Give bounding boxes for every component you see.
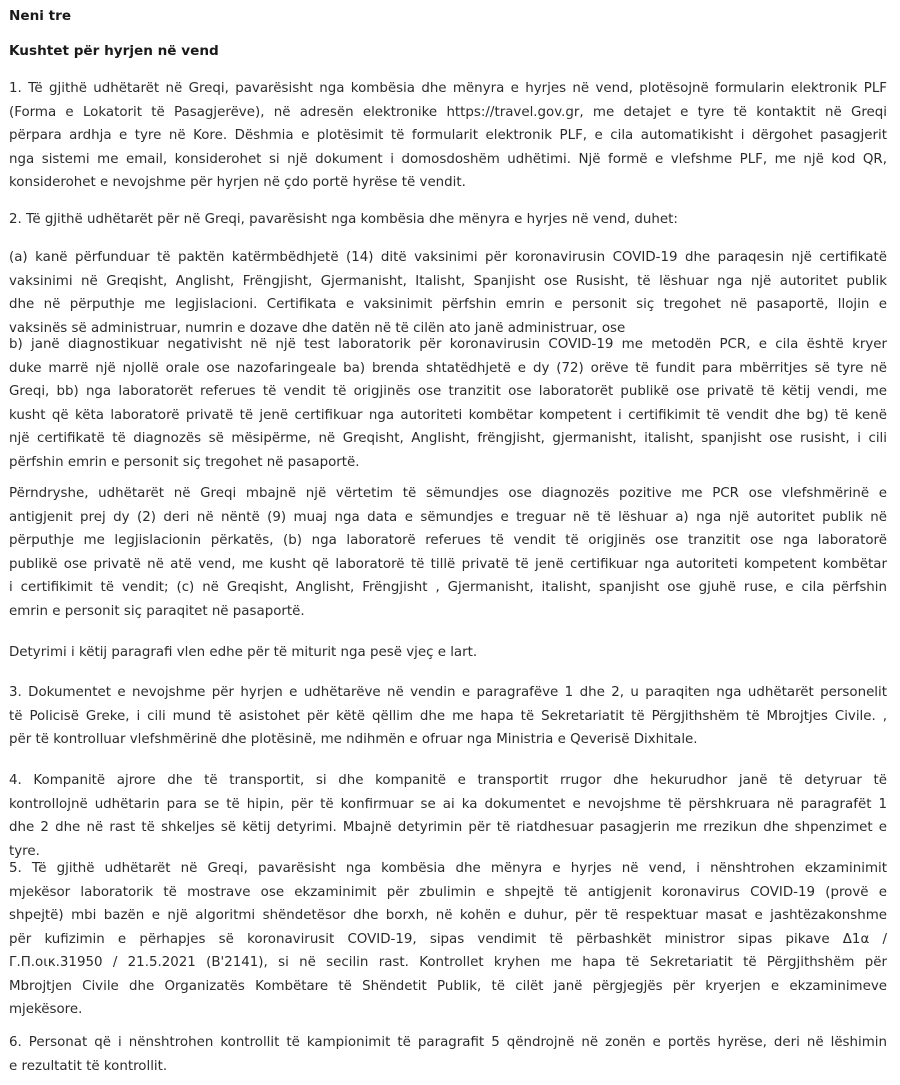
section-title bbox=[9, 40, 887, 64]
paragraph-line: Mbrojtjen Civile dhe Organizatës Kombëtare të Shëndetit Publik, të cilët janë përgjegjës për kryerjen e ekzaminimeve bbox=[9, 978, 887, 994]
paragraph-line: dhe 2 dhe në rast të shkeljes së këtij detyrimi. Mbajnë detyrimin për të riatdhesuar pasagjerin me rrezikun dhe shpenzimet e bbox=[9, 820, 887, 835]
paragraph-line: kusht që këta laboratorë privatë të jenë certifikuar nga autoriteti kombëtar kompetent i certifikimit të vendit dhe bg) të kenë bbox=[9, 407, 887, 423]
paragraph-line: vaksinës së administruar, numrin e dozave dhe datën në të cilën ato janë administruar, ose bbox=[9, 320, 626, 336]
paragraph-line: Γ.Π.οικ.31950 / 21.5.2021 (B'2141), si në secilin rast. Kontrollet kryhen me hapa të Sekretariatit të Përgjithshëm për bbox=[9, 955, 887, 970]
paragraph-line: Përndryshe, udhëtarët në Greqi mbajnë një vërtetim të sëmundjes ose diagnozës pozitive me PCR ose vlefshmërinë e bbox=[9, 486, 887, 501]
article-heading-text: Neni tre bbox=[9, 8, 72, 24]
paragraph-line: konsiderohet e nevojshme për hyrjen në çdo portë hyrëse të vendit. bbox=[9, 175, 466, 190]
paragraph-2b bbox=[9, 333, 887, 474]
paragraph-line: 3. Dokumentet e nevojshme për hyrjen e udhëtarëve në vendin e paragrafëve 1 dhe 2, u paraqiten nga udhëtarët personelit bbox=[9, 685, 887, 700]
paragraph-line: përpara ardhja e tyre në Kore. Dëshmia e plotësimit të formularit elektronik PLF, e cila automatikisht i dërgohet pasagjerit bbox=[9, 128, 887, 143]
paragraph-5 bbox=[9, 857, 887, 1022]
paragraph-line: përputhje me legjislacionin përkatës, (b) nga laboratorë referues të vendit të origjinës ose tranzitit ose nga laboratorë bbox=[9, 533, 887, 548]
paragraph-line: i certifikimit të vendit; (c) në Greqisht, Anglisht, Frëngjisht , Gjermanisht, italisht, spanjisht ose gjuhë ruse, e cila përfshin bbox=[9, 580, 887, 595]
paragraph-line: vaksinimi në Greqisht, Anglisht, Frëngjisht, Gjermanisht, Italisht, Spanjisht ose Rusisht, të lëshuar nga një autoritet publik bbox=[9, 273, 887, 289]
paragraph-line: antigjenit prej dy (2) deri në nëntë (9) muaj nga data e sëmundjes e treguar në të lëshuar a) nga një autoritet publik në bbox=[9, 509, 887, 525]
paragraph-line: të Policisë Greke, i cili mund të asistohet për këtë qëllim dhe me hapa të Sekretariatit të Përgjithshëm të Mbrojtjes Civile. , bbox=[9, 708, 887, 724]
article-heading bbox=[9, 5, 887, 29]
paragraph-line: për kufizimin e përhapjes së koronavirusit COVID-19, sipas vendimit të përbashkët ministror sipas pikave Δ1α / bbox=[9, 931, 887, 947]
paragraph-2d bbox=[9, 641, 887, 665]
paragraph-line: b) janë diagnostikuar negativisht në një test laboratorik për koronavirusin COVID-19 me metodën PCR, e cila është kryer bbox=[9, 337, 887, 352]
paragraph-line: kontrollojnë udhëtarin para se të hipin, për të konfirmuar se ai ka dokumentet e nevojshme të përshkruara në paragrafët 1 bbox=[9, 796, 887, 812]
paragraph-line: dhe në përputhje me legjislacioni. Certifikata e vaksinimit përfshin emrin e personit siç tregohet në pasaportë, llojin e bbox=[9, 297, 887, 312]
paragraph-line: mjekësor laboratorik të mostrave ose ekzaminimit për zbulimin e shpejtë të antigjenit koronavirus COVID-19 (provë e bbox=[9, 884, 887, 900]
paragraph-1 bbox=[9, 77, 887, 195]
paragraph-line: emrin e personit siç paraqitet në pasaportë. bbox=[9, 603, 305, 619]
paragraph-line: 4. Kompanitë ajrore dhe të transportit, si dhe kompanitë e transportit rrugor dhe hekurudhor janë të detyruar të bbox=[9, 773, 887, 788]
paragraph-line: 1. Të gjithë udhëtarët në Greqi, pavarësisht nga kombësia dhe mënyra e hyrjes në vend, plotësojnë formularin elektronik PLF bbox=[9, 81, 887, 96]
paragraph-line: 5. Të gjithë udhëtarët në Greqi, pavarësisht nga kombësia dhe mënyra e hyrjes në vend, i nënshtrohen ekzaminimit bbox=[9, 861, 887, 876]
paragraph-2c bbox=[9, 482, 887, 623]
paragraph-line: Greqi, bb) nga laboratorët referues të vendit të origjinës ose tranzitit ose laboratorët publikë ose privatë të këtij vendi, me bbox=[9, 384, 887, 399]
paragraph-6 bbox=[9, 1031, 887, 1078]
paragraph-3 bbox=[9, 681, 887, 752]
paragraph-line: Detyrimi i këtij paragrafi vlen edhe për të miturit nga pesë vjeç e lart. bbox=[9, 645, 478, 660]
paragraph-2 bbox=[9, 208, 887, 232]
paragraph-line: (a) kanë përfunduar të paktën katërmbëdhjetë (14) ditë vaksinimi për koronavirusin COVID-19 dhe paraqesin një certifikatë bbox=[9, 250, 887, 265]
paragraph-line: nga sistemi me email, konsiderohet si një dokument i domosdoshëm udhëtimi. Një formë e vlefshme PLF, me një kod QR, bbox=[9, 151, 887, 167]
paragraph-line: mjekësore. bbox=[9, 1002, 83, 1017]
paragraph-line: 2. Të gjithë udhëtarët për në Greqi, pavarësisht nga kombësia dhe mënyra e hyrjes në vend, duhet: bbox=[9, 212, 678, 227]
paragraph-line: 6. Personat që i nënshtrohen kontrollit të kampionimit të paragrafit 5 qëndrojnë në zonën e portës hyrëse, deri në lëshimin bbox=[9, 1035, 887, 1050]
paragraph-2a bbox=[9, 246, 887, 340]
paragraph-line: publikë ose privatë në atë vend, me kusht që laboratorë të tillë privatë të jenë certifikuar nga autoriteti kompetent kombëtar bbox=[9, 556, 887, 572]
paragraph-4 bbox=[9, 769, 887, 863]
paragraph-line: përfshin emrin e personit siç tregohet në pasaportë. bbox=[9, 454, 360, 470]
paragraph-line: një certifikatë të diagnozës së mësipërme, në Greqisht, Anglisht, frëngjisht, gjermanisht, italisht, spanjisht ose rusisht, i cili bbox=[9, 431, 887, 446]
paragraph-line: duke marrë një njollë orale ose nazofaringeale ba) brenda shtatëdhjetë e dy (72) orëve të fundit para mbërritjes së tyre në bbox=[9, 360, 887, 376]
paragraph-line: shpejtë) mbi bazën e një algoritmi shëndetësor dhe borxh, në kohën e duhur, për të respektuar masat e jashtëzakonshme bbox=[9, 908, 887, 923]
paragraph-line: (Forma e Lokatorit të Pasagjerëve), në adresën elektronike https://travel.gov.gr, me detajet e tyre të kontaktit në Greqi bbox=[9, 104, 887, 120]
section-title-text: Kushtet për hyrjen në vend bbox=[9, 43, 219, 59]
paragraph-line: tyre. bbox=[9, 843, 40, 859]
paragraph-line: e rezultatit të kontrollit. bbox=[9, 1058, 168, 1074]
paragraph-line: për të kontrolluar vlefshmërinë dhe plotësinë, me ndihmën e ofruar nga Ministria e Qeverisë Dixhitale. bbox=[9, 732, 698, 747]
